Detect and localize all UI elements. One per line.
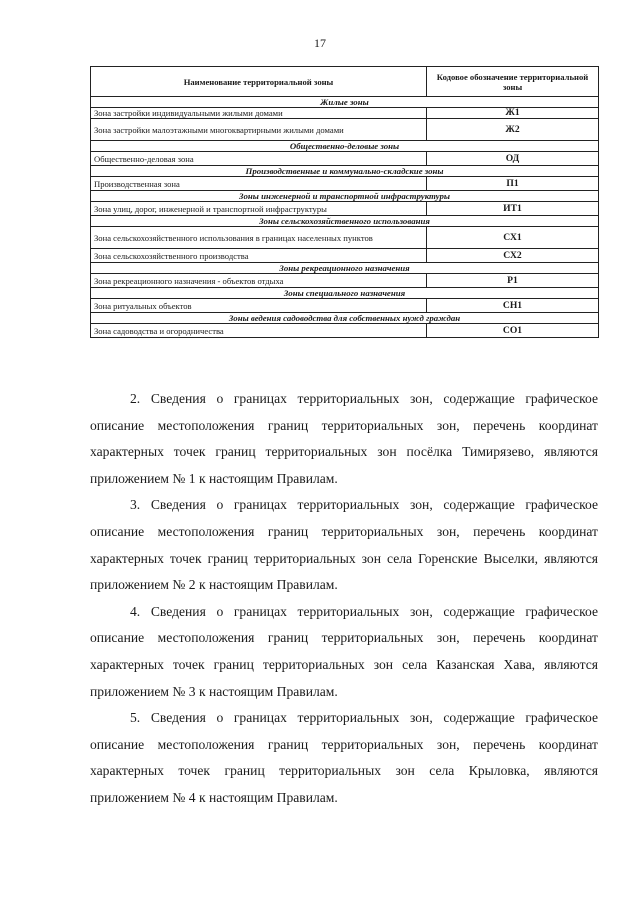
table-row (91, 249, 599, 263)
header-zone-name: Наименование территориальной зоны (91, 67, 427, 97)
group-title: Жилые зоны (91, 97, 599, 108)
zone-code: Ж2 (427, 119, 599, 141)
group-row (91, 288, 599, 299)
zone-name: Зона застройки индивидуальными жилыми домами (91, 108, 427, 119)
group-row (91, 166, 599, 177)
body-text (90, 386, 598, 812)
zone-name: Зона застройки малоэтажными многоквартирными жилыми домами (91, 119, 427, 141)
group-row (91, 216, 599, 227)
zone-code: СХ2 (427, 249, 599, 263)
zone-code: СО1 (427, 324, 599, 338)
table-row (91, 274, 599, 288)
group-title: Зоны рекреационного назначения (91, 263, 599, 274)
group-title: Зоны специального назначения (91, 288, 599, 299)
group-title: Зоны ведения садоводства для собственных нужд граждан (91, 313, 599, 324)
zone-code: ОД (427, 152, 599, 166)
group-row (91, 141, 599, 152)
zone-code: Р1 (427, 274, 599, 288)
zone-code: Ж1 (427, 108, 599, 119)
group-title: Зоны сельскохозяйственного использования (91, 216, 599, 227)
group-title: Зоны инженерной и транспортной инфраструктуры (91, 191, 599, 202)
table-row (91, 152, 599, 166)
zone-name: Зона сельскохозяйственного использования в границах населенных пунктов (91, 227, 427, 249)
zone-name: Зона садоводства и огородничества (91, 324, 427, 338)
paragraph: 3. Сведения о границах территориальных зон, содержащие графическое описание местоположения границ территориальных зон, перечень координат характерных точек границ территориальных зон села Горенские Выселки, являются приложением № 2 к настоящим Правилам. (90, 497, 598, 593)
group-row (91, 191, 599, 202)
zone-code: СН1 (427, 299, 599, 313)
table-row (91, 119, 599, 141)
zones-table (90, 66, 599, 338)
paragraph: 5. Сведения о границах территориальных зон, содержащие графическое описание местоположения границ территориальных зон, перечень координат характерных точек границ территориальных зон села Крыловка, являются приложением № 4 к настоящим Правилам. (90, 710, 598, 805)
paragraph: 4. Сведения о границах территориальных зон, содержащие графическое описание местоположения границ территориальных зон, перечень координат характерных точек границ территориальных зон села Казанская Хава, являются приложением № 3 к настоящим Правилам. (90, 603, 598, 699)
group-row (91, 97, 599, 108)
table-row (91, 324, 599, 338)
table-row (91, 299, 599, 313)
zone-name: Общественно-деловая зона (91, 152, 427, 166)
zone-code: П1 (427, 177, 599, 191)
zone-code: СХ1 (427, 227, 599, 249)
table-header-row (91, 67, 599, 97)
table-row (91, 177, 599, 191)
group-row (91, 313, 599, 324)
table-row (91, 227, 599, 249)
zone-code: ИТ1 (427, 202, 599, 216)
paragraph: 2. Сведения о границах территориальных зон, содержащие графическое описание местоположения границ территориальных зон, перечень координат характерных точек границ территориальных зон посёлка Тимирязево, являются приложением № 1 к настоящим Правилам. (90, 391, 598, 486)
zone-name: Зона улиц, дорог, инженерной и транспортной инфраструктуры (91, 202, 427, 216)
table-row (91, 108, 599, 119)
zone-name: Производственная зона (91, 177, 427, 191)
zone-name: Зона сельскохозяйственного производства (91, 249, 427, 263)
header-zone-code: Кодовое обозначение территориальной зоны (427, 67, 599, 97)
group-row (91, 263, 599, 274)
table-row (91, 202, 599, 216)
zone-name: Зона рекреационного назначения - объектов отдыха (91, 274, 427, 288)
zone-name: Зона ритуальных объектов (91, 299, 427, 313)
page-number: 17 (314, 36, 326, 50)
group-title: Производственные и коммунально-складские зоны (91, 166, 599, 177)
group-title: Общественно-деловые зоны (91, 141, 599, 152)
